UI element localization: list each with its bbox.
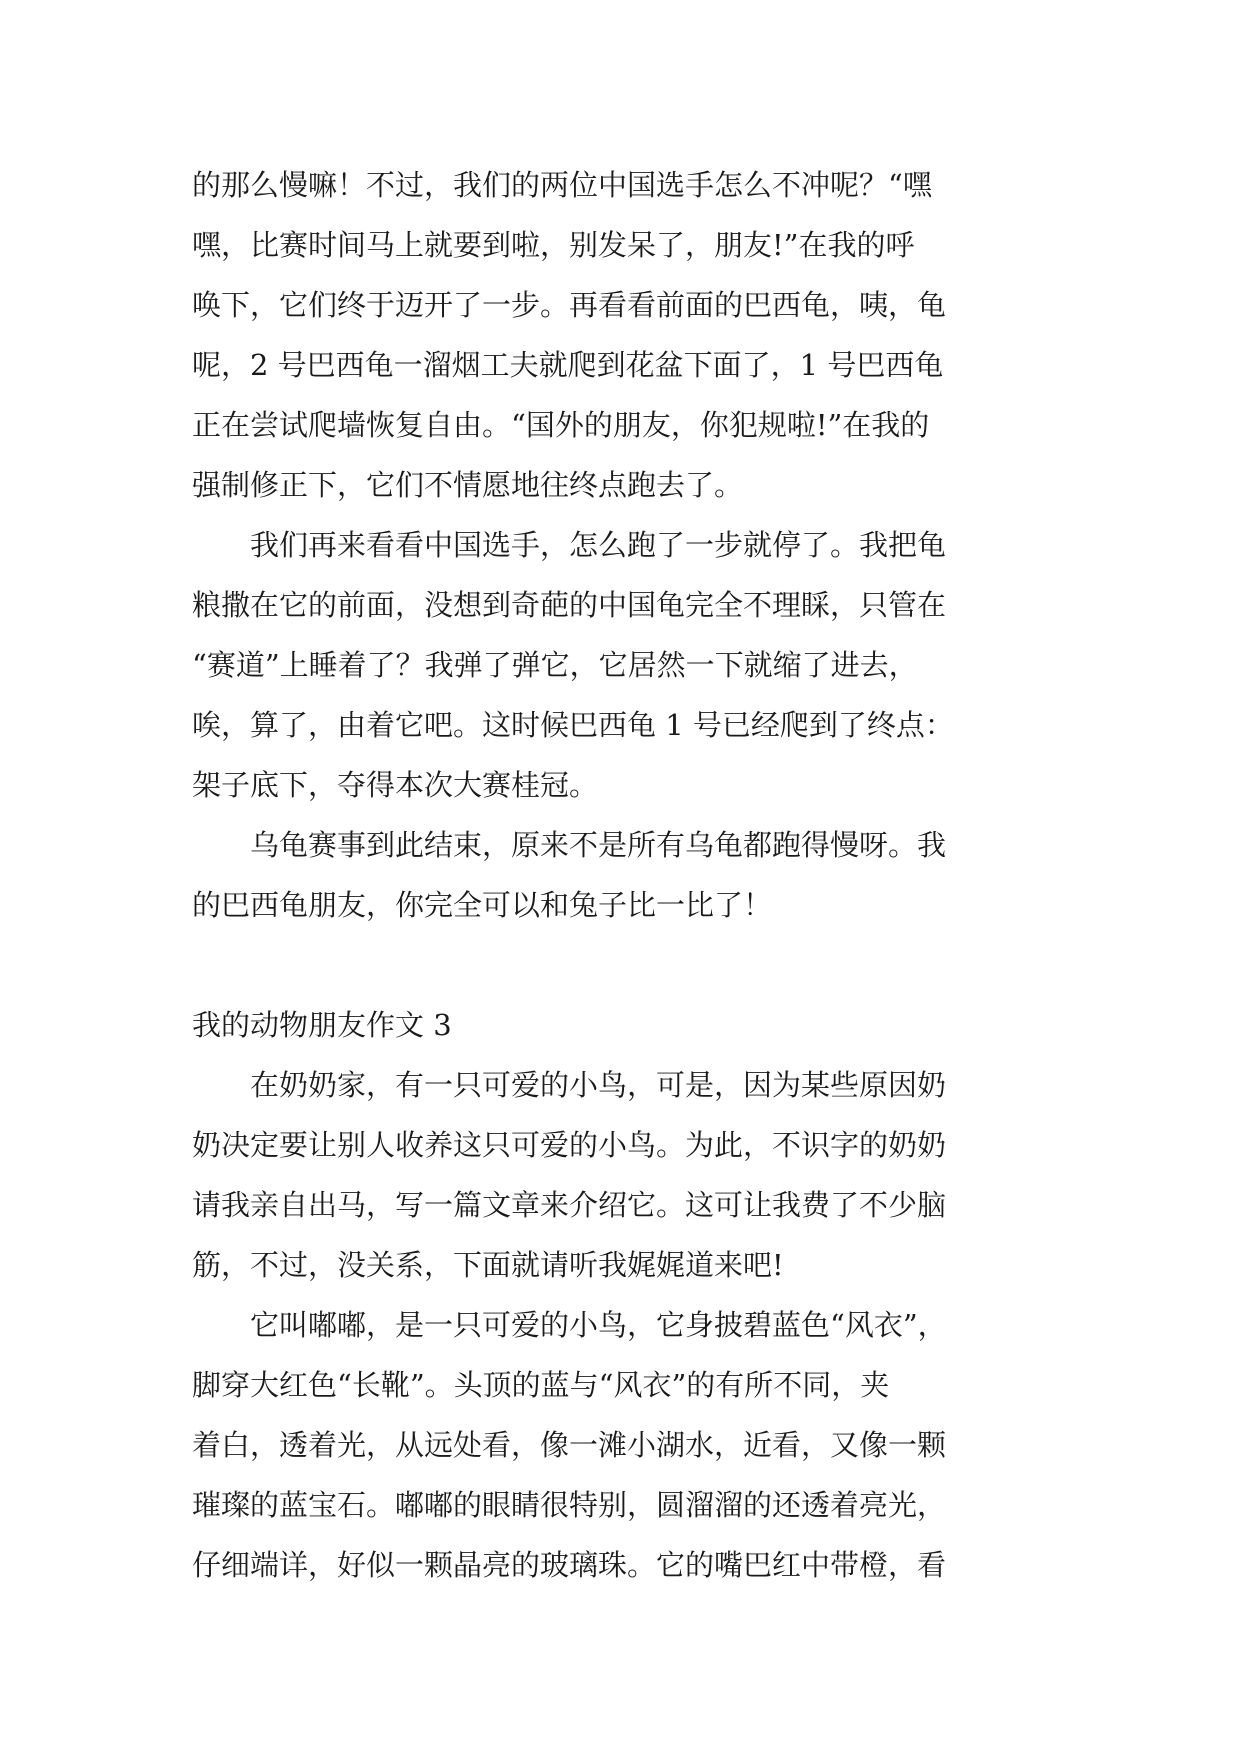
paragraph-1	[192, 155, 1050, 515]
blank-line	[192, 935, 1050, 995]
text-line: 仔细端详，好似一颗晶亮的玻璃珠。它的嘴巴红中带橙，看	[192, 1548, 947, 1582]
text-line: 唉，算了，由着它吧。这时候巴西龟 1 号已经爬到了终点：	[192, 708, 954, 742]
text-line: 着白，透着光，从远处看，像一滩小湖水，近看，又像一颗	[192, 1428, 947, 1462]
paragraph-4	[192, 1055, 1050, 1295]
text-line: 奶决定要让别人收养这只可爱的小鸟。为此，不识字的奶奶	[192, 1128, 947, 1162]
paragraph-3	[192, 815, 1050, 935]
text-line: 架子底下，夺得本次大赛桂冠。	[192, 768, 599, 802]
text-line: 的巴西龟朋友，你完全可以和兔子比一比了！	[192, 888, 773, 922]
text-line: 正在尝试爬墙恢复自由。“国外的朋友，你犯规啦!”在我的	[192, 408, 930, 442]
text-line: 乌龟赛事到此结束，原来不是所有乌龟都跑得慢呀。我	[250, 828, 947, 862]
document-page	[192, 155, 1050, 1595]
text-line: 请我亲自出马，写一篇文章来介绍它。这可让我费了不少脑	[192, 1188, 947, 1222]
text-line: 粮撒在它的前面，没想到奇葩的中国龟完全不理睬，只管在	[192, 588, 947, 622]
text-line: 唤下，它们终于迈开了一步。再看看前面的巴西龟，咦，龟	[192, 288, 947, 322]
text-line: 璀璨的蓝宝石。嘟嘟的眼睛很特别，圆溜溜的还透着亮光，	[192, 1488, 947, 1522]
text-line: 呢，2 号巴西龟一溜烟工夫就爬到花盆下面了，1 号巴西龟	[192, 348, 944, 382]
text-line: 我们再来看看中国选手，怎么跑了一步就停了。我把龟	[250, 528, 947, 562]
section-title: 我的动物朋友作文 3	[192, 1008, 452, 1042]
paragraph-2	[192, 515, 1050, 815]
text-line: 嘿，比赛时间马上就要到啦，别发呆了，朋友!”在我的呼	[192, 228, 915, 262]
paragraph-5	[192, 1295, 1050, 1595]
text-line: “赛道”上睡着了？我弹了弹它，它居然一下就缩了进去，	[192, 648, 918, 682]
text-line: 筋，不过，没关系，下面就请听我娓娓道来吧!	[192, 1248, 784, 1282]
text-line: 在奶奶家，有一只可爱的小鸟，可是，因为某些原因奶	[250, 1068, 947, 1102]
text-line: 强制修正下，它们不情愿地往终点跑去了。	[192, 468, 744, 502]
text-line: 脚穿大红色“长靴”。头顶的蓝与“风衣”的有所不同，夹	[192, 1368, 890, 1402]
text-line: 它叫嘟嘟，是一只可爱的小鸟，它身披碧蓝色“风衣”，	[250, 1308, 947, 1342]
text-line: 的那么慢嘛！不过，我们的两位中国选手怎么不冲呢？“嘿	[192, 168, 932, 202]
